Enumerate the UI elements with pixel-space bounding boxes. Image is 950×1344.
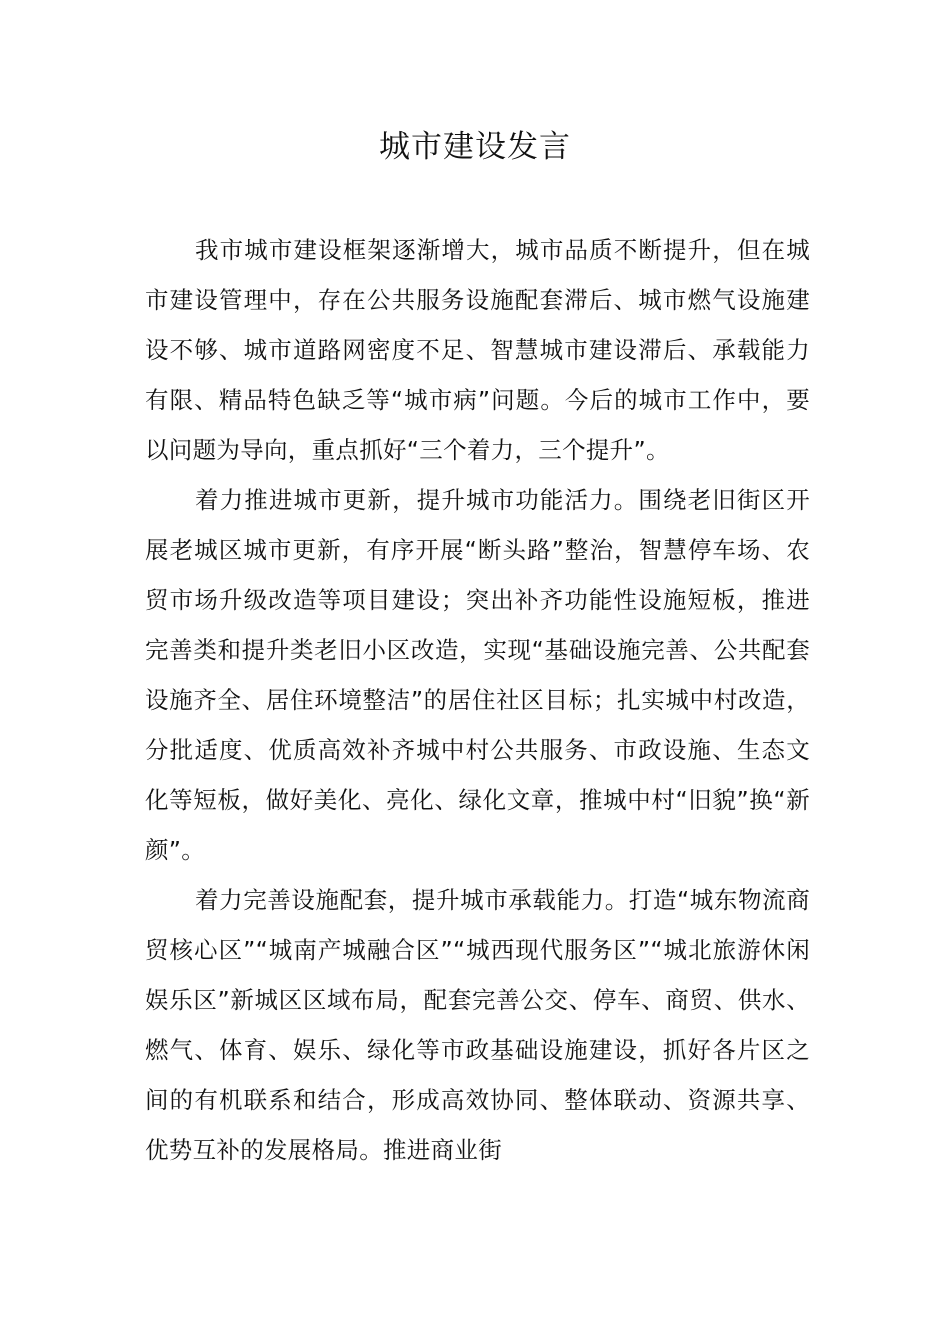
document-body <box>145 225 810 1175</box>
document-title: 城市建设发言 <box>379 129 571 165</box>
paragraph-3: 着力完善设施配套，提升城市承载能力。打造“城东物流商贸核心区”“城南产城融合区”“城西现代服务区”“城北旅游休闲娱乐区”新城区区域布局，配套完善公交、停车、商贸、供水、燃气、体育、娱乐、绿化等市政基础设施建设，抓好各片区之间的有机联系和结合，形成高效协同、整体联动、资源共享、优势互补的发展格局。推进商业街 <box>145 886 810 1164</box>
paragraph-2: 着力推进城市更新，提升城市功能活力。围绕老旧街区开展老城区城市更新，有序开展“断头路”整治，智慧停车场、农贸市场升级改造等项目建设；突出补齐功能性设施短板，推进完善类和提升类老旧小区改造，实现“基础设施完善、公共配套设施齐全、居住环境整洁”的居住社区目标；扎实城中村改造，分批适度、优质高效补齐城中村公共服务、市政设施、生态文化等短板，做好美化、亮化、绿化文章，推城中村“旧貌”换“新颜”。 <box>145 486 810 864</box>
paragraph-1: 我市城市建设框架逐渐增大，城市品质不断提升，但在城市建设管理中，存在公共服务设施配套滞后、城市燃气设施建设不够、城市道路网密度不足、智慧城市建设滞后、承载能力有限、精品特色缺乏等“城市病”问题。今后的城市工作中，要以问题为导向，重点抓好“三个着力，三个提升”。 <box>145 236 810 464</box>
